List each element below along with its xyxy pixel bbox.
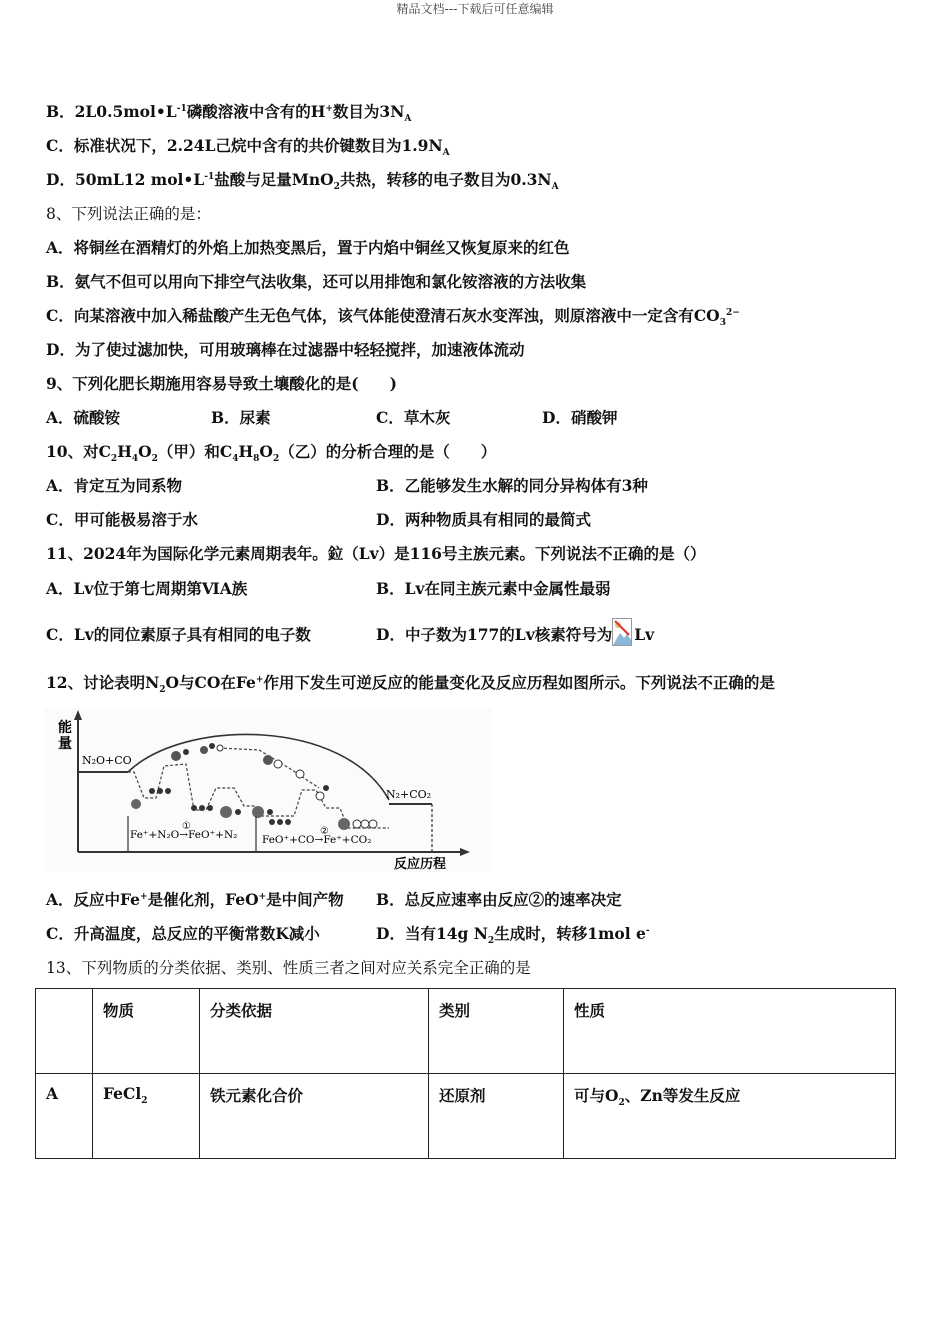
table-row	[36, 1074, 896, 1159]
table-header-cell: 性质	[564, 989, 896, 1074]
q13-stem: 13、下列物质的分类依据、类别、性质三者之间对应关系完全正确的是	[46, 959, 531, 977]
table-cell-substance: FeCl$_2$	[93, 1074, 200, 1159]
q10-option-d: D．两种物质具有相同的最简式	[376, 510, 591, 529]
q12-option-a: A．反应中Fe+是催化剂，FeO+是中间产物	[46, 890, 344, 909]
q8-option-c: C．向某溶液中加入稀盐酸产生无色气体，该气体能使澄清石灰水变浑浊，则原溶液中一定含有$CO_3^{2-}$	[46, 306, 740, 329]
q9-option-c: C．草木灰	[376, 408, 451, 427]
table-cell-category: 还原剂	[429, 1074, 564, 1159]
q10-stem: 10、对$C_2H_4O_2$（甲）和$C_4H_8O_2$（乙）的分析合理的是（ ）	[46, 442, 497, 465]
q9-option-b: B．尿素	[211, 408, 271, 427]
q11-option-a: A．Lv位于第七周期第ⅥA族	[46, 579, 248, 598]
table-cell-label: A	[36, 1074, 93, 1159]
q12-option-d: D．当有14g $N_2$生成时，转移1mol e-	[376, 924, 650, 947]
q8-option-a: A．将铜丝在酒精灯的外焰上加热变黑后，置于内焰中铜丝又恢复原来的红色	[46, 238, 570, 257]
table-header-cell: 物质	[93, 989, 200, 1074]
classification-table	[35, 988, 896, 1159]
q9-stem: 9、下列化肥长期施用容易导致土壤酸化的是( )	[46, 374, 397, 393]
q7-option-b: B．$2L0.5mol•L^{-1}$磷酸溶液中含有的H+数目为$3N_A$	[46, 102, 412, 125]
broken-image-icon	[612, 618, 632, 646]
table-header-cell: 类别	[429, 989, 564, 1074]
table-header-cell	[36, 989, 93, 1074]
step1-number: ①	[182, 821, 191, 832]
q9-option-a: A．硫酸铵	[46, 408, 121, 427]
q8-option-b: B．氨气不但可以用向下排空气法收集，还可以用排饱和氯化铵溶液的方法收集	[46, 272, 587, 291]
q12-stem: 12、讨论表明$N_2O$与CO在Fe+作用下发生可逆反应的能量变化及反应历程如图所示。下列说法不正确的是	[46, 673, 775, 696]
page-header: 精品文档---下载后可任意编辑	[396, 2, 554, 16]
y-axis-label-1: 能	[58, 720, 72, 736]
q7-option-d: D．50mL12 $mol•L^{-1}$盐酸与足量MnO$_2$共热，转移的电子数目为$0.3N_A$	[46, 170, 559, 193]
q12-option-b: B．总反应速率由反应②的速率决定	[376, 890, 622, 909]
q8-stem: 8、下列说法正确的是：	[46, 205, 211, 223]
table-header-row	[36, 989, 896, 1074]
q11-option-b: B．Lv在同主族元素中金属性最弱	[376, 579, 611, 598]
x-axis-label: 反应历程	[394, 857, 447, 872]
table-header-cell: 分类依据	[200, 989, 429, 1074]
start-state-label: N₂O+CO	[82, 754, 132, 767]
q7-option-c: C．标准状况下，2.24L己烷中含有的共价键数目为$1.9N_A$	[46, 136, 450, 159]
table-cell-basis: 铁元素化合价	[200, 1074, 429, 1159]
q8-option-d: D．为了使过滤加快，可用玻璃棒在过滤器中轻轻搅拌，加速液体流动	[46, 340, 525, 359]
q11-option-c: C．Lv的同位素原子具有相同的电子数	[46, 625, 311, 644]
q9-option-d: D．硝酸钾	[542, 408, 618, 427]
energy-diagram	[44, 708, 492, 872]
end-state-label: N₂+CO₂	[386, 788, 432, 801]
q10-option-b: B．乙能够发生水解的同分异构体有3种	[376, 476, 648, 495]
q10-option-a: A．肯定互为同系物	[46, 476, 183, 495]
y-axis-label-2: 量	[58, 736, 72, 752]
step2-label: FeO⁺+CO→Fe⁺+CO₂	[262, 834, 372, 846]
q10-option-c: C．甲可能极易溶于水	[46, 510, 198, 529]
q11-stem: 11、2024年为国际化学元素周期表年。鉝（Lv）是116号主族元素。下列说法不正确的是（）	[46, 544, 706, 563]
step2-number: ②	[320, 826, 329, 837]
q12-option-c: C．升高温度，总反应的平衡常数K减小	[46, 924, 320, 943]
q11-option-d: D．中子数为177的Lv核素符号为 Lv	[376, 618, 654, 646]
table-cell-property: 可与$O_2$、Zn等发生反应	[564, 1074, 896, 1159]
step1-label: Fe⁺+N₂O→FeO⁺+N₂	[130, 829, 238, 841]
